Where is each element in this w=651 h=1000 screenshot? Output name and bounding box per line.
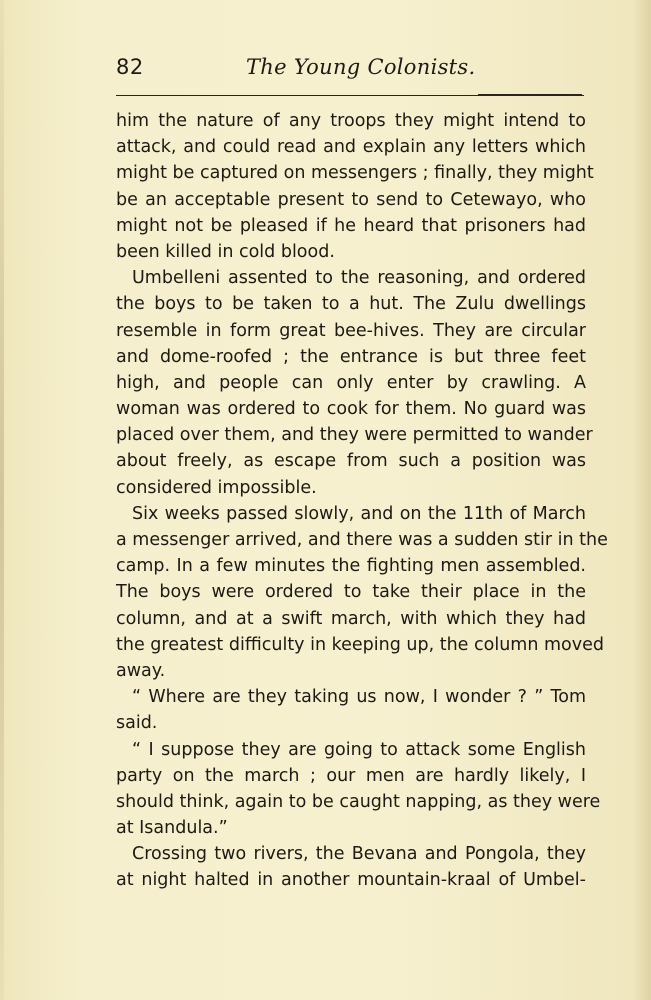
text-line: attack, and could read and explain any letters which xyxy=(116,137,586,158)
text-line: woman was ordered to cook for them. No guard was xyxy=(116,399,586,420)
text-line: said. xyxy=(116,713,158,734)
text-line: been killed in cold blood. xyxy=(116,241,335,262)
text-line: the boys to be taken to a hut. The Zulu dwellings xyxy=(116,294,586,315)
text-line: a messenger arrived, and there was a sudden stir in the xyxy=(116,530,608,550)
text-line: party on the march ; our men are hardly likely, I xyxy=(116,765,586,786)
text-line: and dome-roofed ; the entrance is but three feet xyxy=(116,346,586,367)
page-header xyxy=(116,55,586,89)
text-line: considered impossible. xyxy=(116,477,317,498)
text-line: at Isandula.” xyxy=(116,818,228,839)
text-line: might be captured on messengers ; finally, they might xyxy=(116,163,594,184)
text-line: “ Where are they taking us now, I wonder ? ” Tom xyxy=(132,687,586,708)
text-line: about freely, as escape from such a position was xyxy=(116,451,586,472)
text-line: The boys were ordered to take their place in the xyxy=(116,582,586,603)
text-line: resemble in form great bee-hives. They are circular xyxy=(116,320,586,341)
text-line: placed over them, and they were permitted to wander xyxy=(116,425,593,446)
page-number: 82 xyxy=(116,55,144,79)
header-rule-accent xyxy=(478,94,582,96)
page-gutter-shadow xyxy=(0,0,4,1000)
page-edge-shadow xyxy=(633,0,651,1000)
text-line: should think, again to be caught napping, as they were xyxy=(116,791,601,812)
text-line: away. xyxy=(116,660,166,681)
text-line: high, and people can only enter by crawling. A xyxy=(116,372,586,393)
running-title: The Young Colonists. xyxy=(246,55,476,79)
text-line: Six weeks passed slowly, and on the 11th of March xyxy=(132,503,586,524)
text-line: Crossing two rivers, the Bevana and Pongola, they xyxy=(132,844,586,865)
text-line: the greatest difficulty in keeping up, the column moved xyxy=(116,634,604,655)
text-line: him the nature of any troops they might intend to xyxy=(116,111,586,131)
text-line: camp. In a few minutes the fighting men assembled. xyxy=(116,556,586,577)
text-line: be an acceptable present to send to Cetewayo, who xyxy=(116,189,586,210)
body-text xyxy=(116,108,608,894)
text-line: column, and at a swift march, with which they had xyxy=(116,608,586,629)
text-line: might not be pleased if he heard that prisoners had xyxy=(116,215,586,236)
text-line: “ I suppose they are going to attack some English xyxy=(132,739,586,760)
text-line: at night halted in another mountain-kraal of Umbel- xyxy=(116,870,586,891)
text-line: Umbelleni assented to the reasoning, and ordered xyxy=(132,268,586,289)
